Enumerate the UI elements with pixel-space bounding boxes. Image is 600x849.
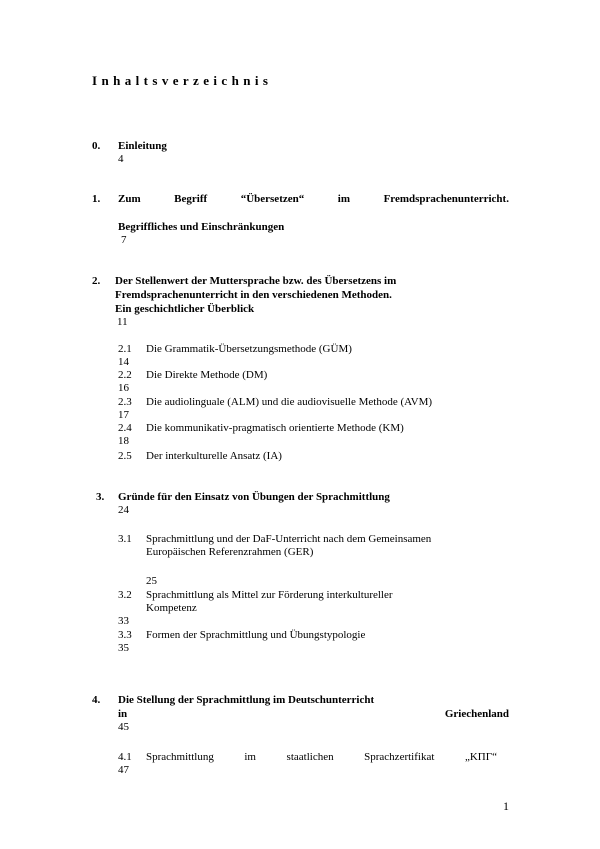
subsection-2-2-title: Die Direkte Methode (DM) [146,369,268,381]
subsection-4-1-word: Sprachmittlung [146,751,214,763]
subsection-2-1-page: 14 [118,356,129,368]
section-4-page: 45 [118,721,129,733]
subsection-3-2-title-line1: Sprachmittlung als Mittel zur Förderung interkultureller [146,589,393,601]
section-1-title-line2: Begriffliches und Einschränkungen [118,221,285,233]
section-3-page: 24 [118,504,129,516]
subsection-2-4-number: 2.4 [118,422,132,434]
subsection-3-1-title-line2: Europäischen Referenzrahmen (GER) [146,546,314,558]
section-2-title-line1: Der Stellenwert der Muttersprache bzw. des Übersetzens im [115,275,397,287]
section-1-word: Begriff [174,193,208,205]
subsection-2-5-number: 2.5 [118,450,132,462]
subsection-3-1-title-line1: Sprachmittlung und der DaF-Unterricht nach dem Gemeinsamen [146,533,432,545]
subsection-4-1-word: Sprachzertifikat [364,751,435,763]
subsection-4-1-word: staatlichen [286,751,334,763]
section-4-number: 4. [92,694,101,706]
subsection-3-3-page: 35 [118,642,129,654]
section-1-title-line1 [118,193,509,206]
section-2-title-line3: Ein geschichtlicher Überblick [115,303,255,315]
subsection-2-3-title: Die audiolinguale (ALM) und die audiovisuelle Methode (AVM) [146,396,433,408]
section-0-number: 0. [92,140,101,152]
subsection-4-1-title [146,751,497,764]
subsection-3-3-number: 3.3 [118,629,132,641]
section-1-number: 1. [92,193,101,205]
section-2-title-line2: Fremdsprachenunterricht in den verschiedenen Methoden. [115,289,392,301]
subsection-3-2-number: 3.2 [118,589,132,601]
subsection-2-3-number: 2.3 [118,396,132,408]
subsection-4-1-word: im [244,751,256,763]
section-0-title: Einleitung [118,140,167,152]
section-2-number: 2. [92,275,101,287]
toc-title: Inhaltsverzeichnis [92,73,273,88]
subsection-2-2-number: 2.2 [118,369,132,381]
subsection-4-1-number: 4.1 [118,751,132,763]
section-4-title-line1: Die Stellung der Sprachmittlung im Deutschunterricht [118,694,375,706]
section-1-word: “Übersetzen“ [240,193,305,205]
section-1-page: 7 [121,234,127,246]
section-1-word: im [337,193,351,205]
section-2-page: 11 [117,316,128,328]
subsection-2-1-number: 2.1 [118,343,132,355]
subsection-2-3-page: 17 [118,409,129,421]
section-1-word: Zum [118,193,141,205]
subsection-2-1-title: Die Grammatik-Übersetzungsmethode (GÜM) [146,343,352,355]
subsection-4-1-page: 47 [118,764,129,776]
section-4-title-line2 [118,708,509,721]
section-4-word: in [118,708,128,720]
section-4-word: Griechenland [444,708,509,720]
section-3-number: 3. [96,491,105,503]
subsection-3-2-title-line2: Kompetenz [146,602,197,614]
subsection-2-4-title: Die kommunikativ-pragmatisch orientierte Methode (KM) [146,422,404,434]
section-1-word: Fremdsprachenunterricht. [383,193,509,205]
subsection-3-1-number: 3.1 [118,533,132,545]
subsection-2-5-title: Der interkulturelle Ansatz (IA) [146,450,282,462]
subsection-3-1-page: 25 [146,575,157,587]
subsection-4-1-word: „ΚΠΓ“ [464,751,497,763]
subsection-2-2-page: 16 [118,382,129,394]
section-3-title: Gründe für den Einsatz von Übungen der Sprachmittlung [118,491,390,503]
page-number: 1 [503,799,509,813]
subsection-3-3-title: Formen der Sprachmittlung und Übungstypologie [146,629,366,641]
subsection-2-4-page: 18 [118,435,129,447]
subsection-3-2-page: 33 [118,615,129,627]
section-0-page: 4 [118,153,124,165]
